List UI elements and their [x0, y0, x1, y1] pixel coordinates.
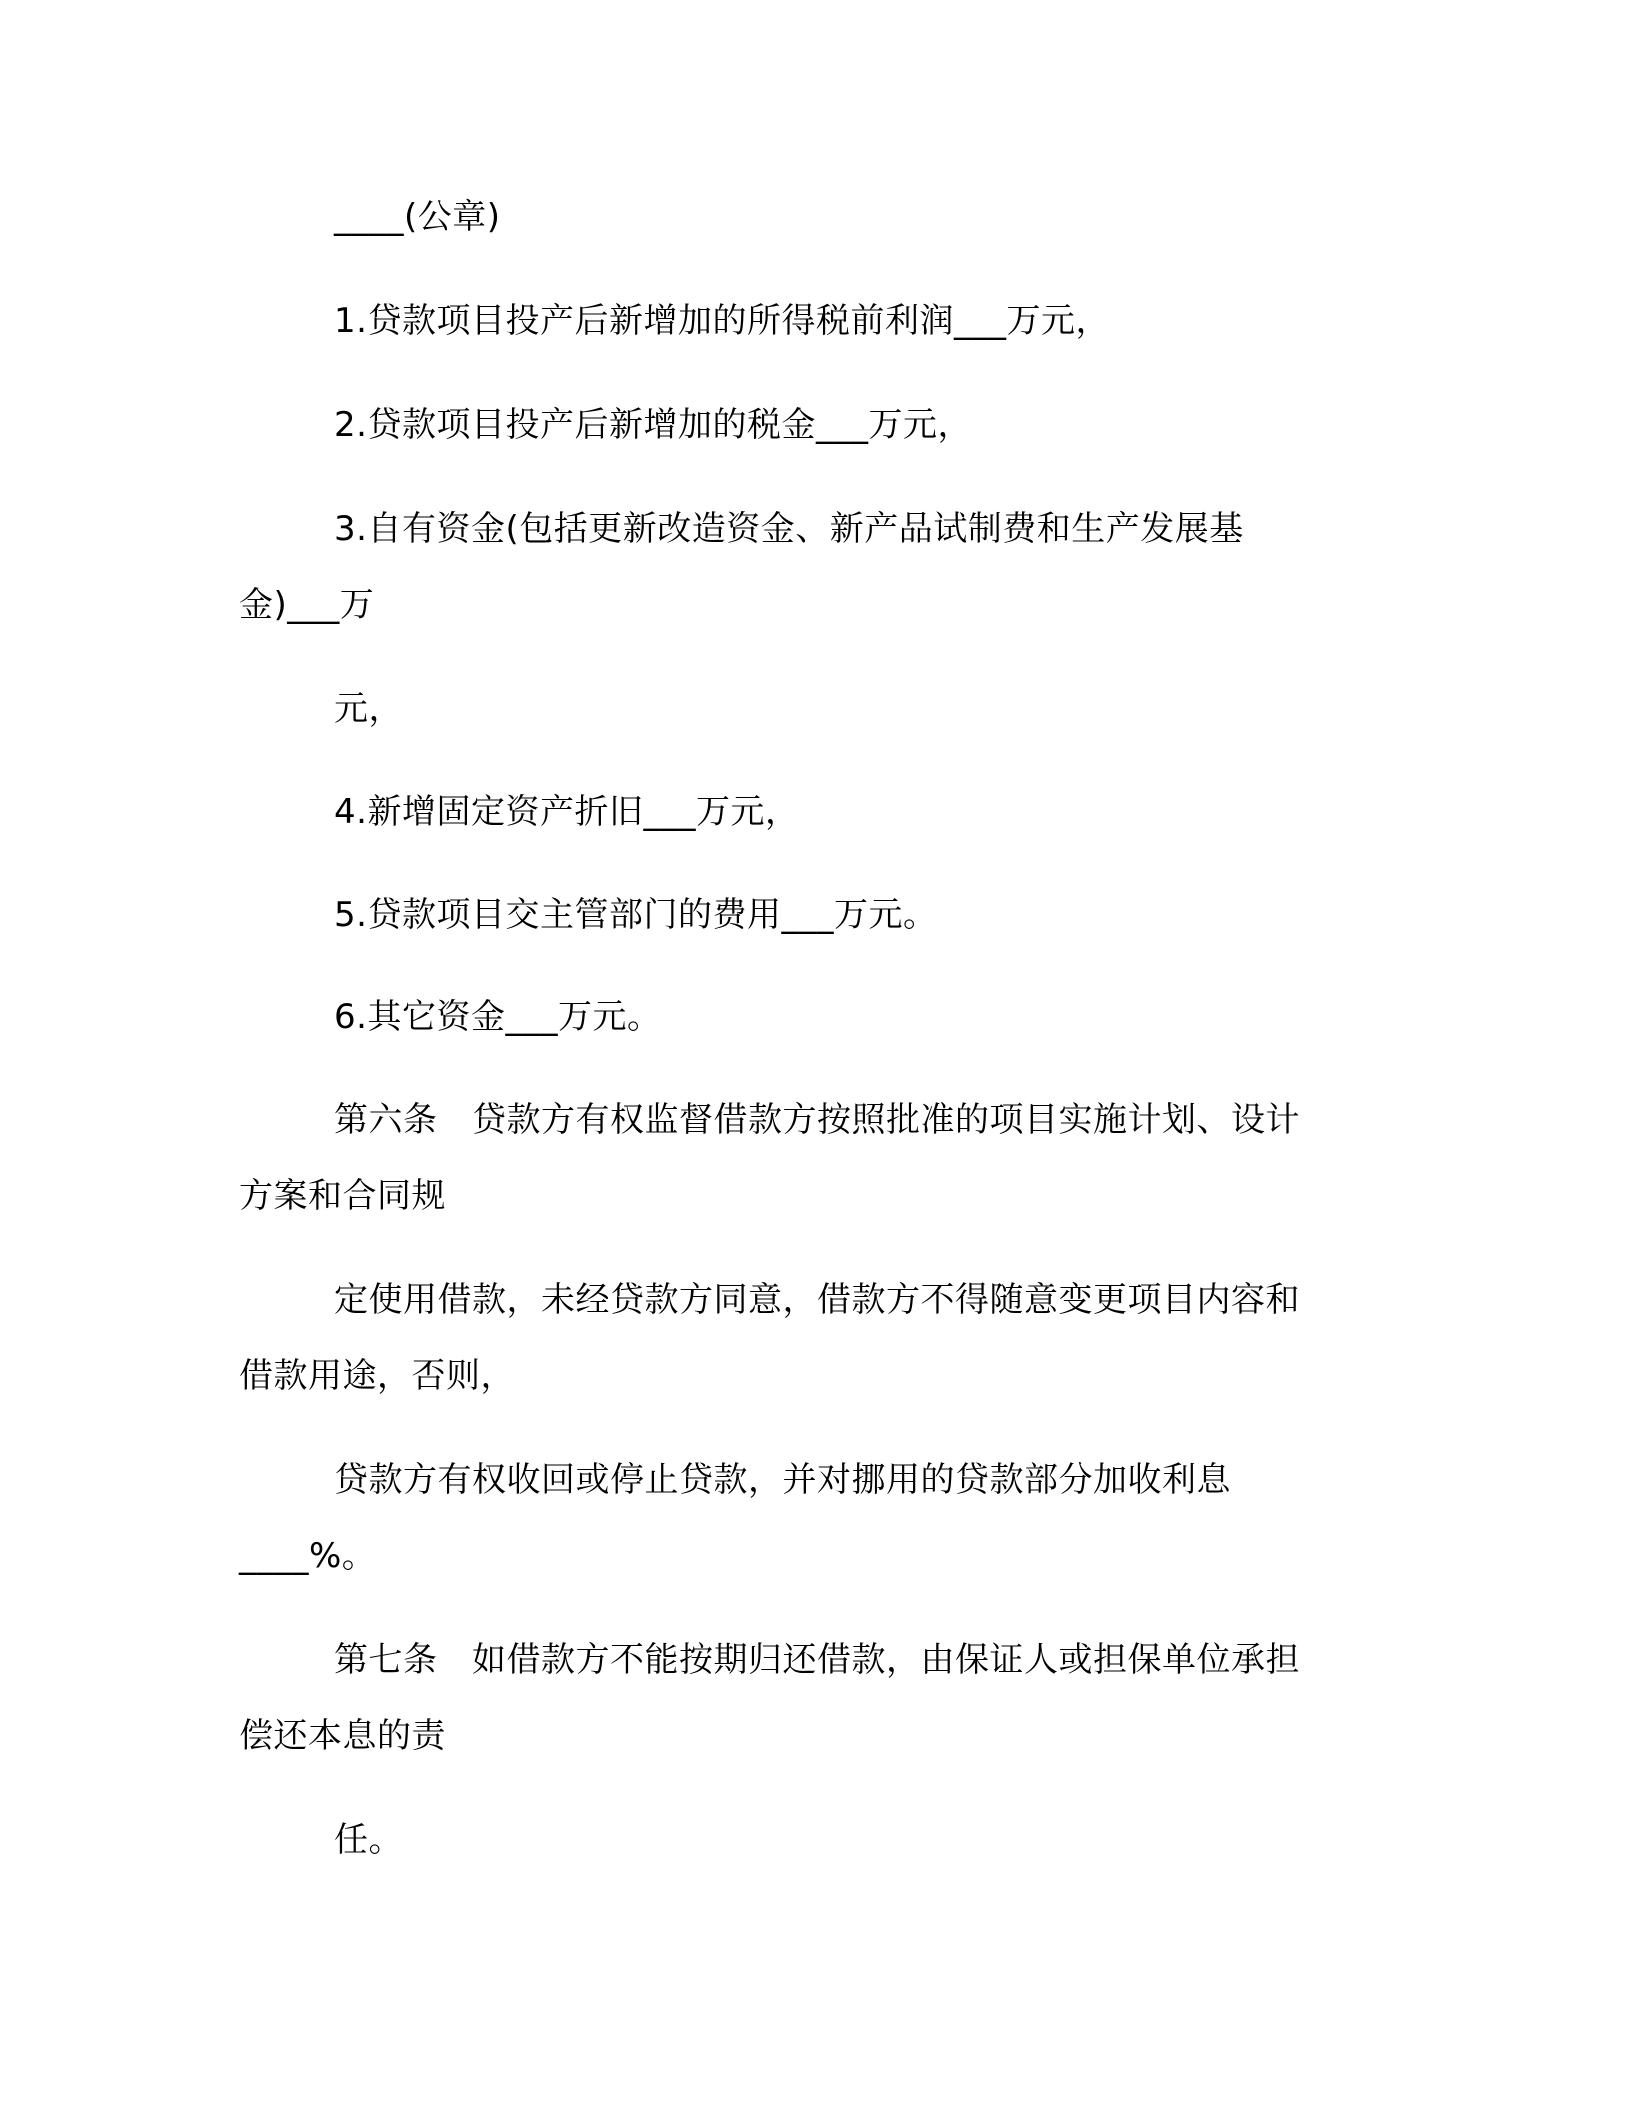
article-6-line-6: ____%。 [239, 1536, 377, 1576]
item-1-pretax-profit: 1.贷款项目投产后新增加的所得税前利润___万元， [334, 301, 1110, 341]
article-6-line-1: 第六条 贷款方有权监督借款方按照批准的项目实施计划、设计 [334, 1100, 1300, 1140]
article-7-line-2: 偿还本息的责 [239, 1716, 446, 1756]
article-7-line-3: 任。 [334, 1820, 403, 1860]
article-7-line-1: 第七条 如借款方不能按期归还借款，由保证人或担保单位承担 [334, 1640, 1300, 1680]
item-4-depreciation: 4.新增固定资产折旧___万元， [334, 792, 800, 832]
item-3-own-funds-cont: 金)___万 [239, 585, 375, 625]
item-3-own-funds-cont-2: 元， [334, 689, 403, 729]
item-3-own-funds: 3.自有资金(包括更新改造资金、新产品试制费和生产发展基 [334, 509, 1244, 549]
article-6-line-3: 定使用借款，未经贷款方同意，借款方不得随意变更项目内容和 [334, 1280, 1300, 1320]
item-5-fees: 5.贷款项目交主管部门的费用___万元。 [334, 895, 938, 935]
seal-line: ____(公章) [334, 197, 501, 237]
article-6-line-2: 方案和合同规 [239, 1176, 446, 1216]
article-6-line-5: 贷款方有权收回或停止贷款，并对挪用的贷款部分加收利息 [334, 1460, 1231, 1500]
item-6-other-funds: 6.其它资金___万元。 [334, 997, 662, 1037]
item-2-tax: 2.贷款项目投产后新增加的税金___万元， [334, 405, 972, 445]
article-6-line-4: 借款用途，否则， [239, 1356, 515, 1396]
